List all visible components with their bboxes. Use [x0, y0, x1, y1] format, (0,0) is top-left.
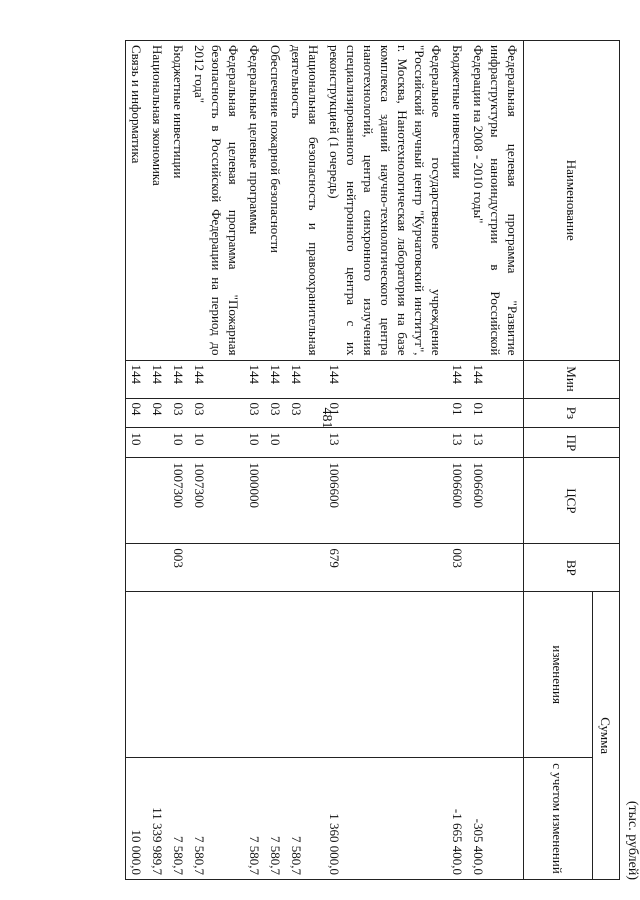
cell-min: 144 [447, 360, 468, 398]
cell-csr: 1007300 [189, 458, 244, 544]
cell-pr: 10 [168, 428, 189, 458]
cell-vr [286, 544, 324, 592]
unit-label: (тыс. рублей) [625, 800, 640, 880]
cell-min: 144 [189, 360, 244, 398]
cell-vr [147, 544, 168, 592]
cell-name: Федеральное государственное учреждение "Российский научный центр "Курчатовский институт", г. Москва, Нанотехнологическая лаборатория на базе комплекса зданий научно-технологического центра нанотехнологий, центра синхронного излучения специализированного нейтронного центра с их реконструкцией (1 очередь) [324, 41, 447, 361]
table-row [324, 41, 447, 880]
cell-s-uchetom: 7 580,7 [168, 758, 189, 880]
cell-pr: 13 [447, 428, 468, 458]
table-row [286, 41, 324, 880]
cell-csr: 1000000 [244, 458, 265, 544]
cell-s-uchetom: 7 580,7 [286, 758, 324, 880]
cell-rz: 03 [244, 398, 265, 428]
cell-name: Федеральные целевые программы [244, 41, 265, 361]
cell-name: Обеспечение пожарной безопасности [265, 41, 286, 361]
cell-name: Связь и информатика [126, 41, 148, 361]
cell-min: 144 [168, 360, 189, 398]
cell-vr [189, 544, 244, 592]
header-vr: ВР [524, 544, 620, 592]
cell-pr: 10 [244, 428, 265, 458]
cell-pr: 13 [324, 428, 447, 458]
cell-rz: 01 [447, 398, 468, 428]
cell-min: 144 [286, 360, 324, 398]
cell-vr [265, 544, 286, 592]
cell-pr [147, 428, 168, 458]
cell-pr: 10 [189, 428, 244, 458]
cell-min: 144 [324, 360, 447, 398]
cell-csr [126, 458, 148, 544]
cell-s-uchetom: -305 400,0 [468, 758, 524, 880]
header-name: Наименование [524, 41, 620, 361]
header-s-uchetom-izmeneniy: с учетом изменений [524, 758, 593, 880]
cell-name: Федеральная целевая программа "Пожарная безопасность в Российской Федерации на период до 2012 года" [189, 41, 244, 361]
cell-vr [126, 544, 148, 592]
cell-name: Бюджетные инвестиции [447, 41, 468, 361]
header-pr: ПР [524, 428, 620, 458]
cell-rz: 03 [189, 398, 244, 428]
cell-min: 144 [468, 360, 524, 398]
table-row [265, 41, 286, 880]
cell-vr [244, 544, 265, 592]
cell-rz: 03 [265, 398, 286, 428]
cell-min: 144 [126, 360, 148, 398]
cell-csr: 1007300 [168, 458, 189, 544]
table-row [189, 41, 244, 880]
cell-s-uchetom: 7 580,7 [265, 758, 286, 880]
table-row [468, 41, 524, 880]
cell-csr: 1006600 [447, 458, 468, 544]
cell-izmeneniya [168, 592, 189, 758]
budget-table [125, 40, 620, 880]
table-row [168, 41, 189, 880]
header-csr: ЦСР [524, 458, 620, 544]
table-row [244, 41, 265, 880]
header-izmeneniya: изменения [524, 592, 593, 758]
cell-csr: 1006600 [324, 458, 447, 544]
header-summa: Сумма [593, 592, 620, 880]
cell-s-uchetom: 11 339 989,7 [147, 758, 168, 880]
cell-rz: 03 [286, 398, 324, 428]
cell-s-uchetom: -1 665 400,0 [447, 758, 468, 880]
cell-pr: 10 [265, 428, 286, 458]
cell-name: Бюджетные инвестиции [168, 41, 189, 361]
cell-izmeneniya [147, 592, 168, 758]
cell-izmeneniya [126, 592, 148, 758]
cell-pr: 13 [468, 428, 524, 458]
cell-min: 144 [147, 360, 168, 398]
table-row [447, 41, 468, 880]
cell-s-uchetom: 10 000,0 [126, 758, 148, 880]
cell-izmeneniya [447, 592, 468, 758]
rotated-page-content [92, 40, 640, 880]
cell-izmeneniya [286, 592, 324, 758]
cell-rz: 01 [468, 398, 524, 428]
cell-rz: 04 [147, 398, 168, 428]
cell-izmeneniya [468, 592, 524, 758]
cell-min: 144 [244, 360, 265, 398]
cell-izmeneniya [244, 592, 265, 758]
cell-s-uchetom: 7 580,7 [189, 758, 244, 880]
cell-name: Национальная безопасность и правоохранительная деятельность [286, 41, 324, 361]
cell-vr: 003 [447, 544, 468, 592]
cell-rz: 04 [126, 398, 148, 428]
cell-s-uchetom: 1 360 000,0 [324, 758, 447, 880]
header-min: Мин [524, 360, 620, 398]
cell-rz: 01 [324, 398, 447, 428]
cell-min: 144 [265, 360, 286, 398]
cell-izmeneniya [189, 592, 244, 758]
cell-vr [468, 544, 524, 592]
cell-s-uchetom: 7 580,7 [244, 758, 265, 880]
cell-csr [286, 458, 324, 544]
cell-vr: 003 [168, 544, 189, 592]
cell-pr: 10 [126, 428, 148, 458]
cell-pr [286, 428, 324, 458]
cell-csr [265, 458, 286, 544]
table-row [147, 41, 168, 880]
header-rz: Рз [524, 398, 620, 428]
cell-rz: 03 [168, 398, 189, 428]
cell-csr: 1006600 [468, 458, 524, 544]
cell-vr: 679 [324, 544, 447, 592]
cell-izmeneniya [265, 592, 286, 758]
page-number: 481 [319, 407, 334, 429]
cell-name: Федеральная целевая программа "Развитие инфраструктуры наноиндустрии в Российской Федерации на 2008 - 2010 годы" [468, 41, 524, 361]
table-row [126, 41, 148, 880]
cell-name: Национальная экономика [147, 41, 168, 361]
cell-csr [147, 458, 168, 544]
cell-izmeneniya [324, 592, 447, 758]
